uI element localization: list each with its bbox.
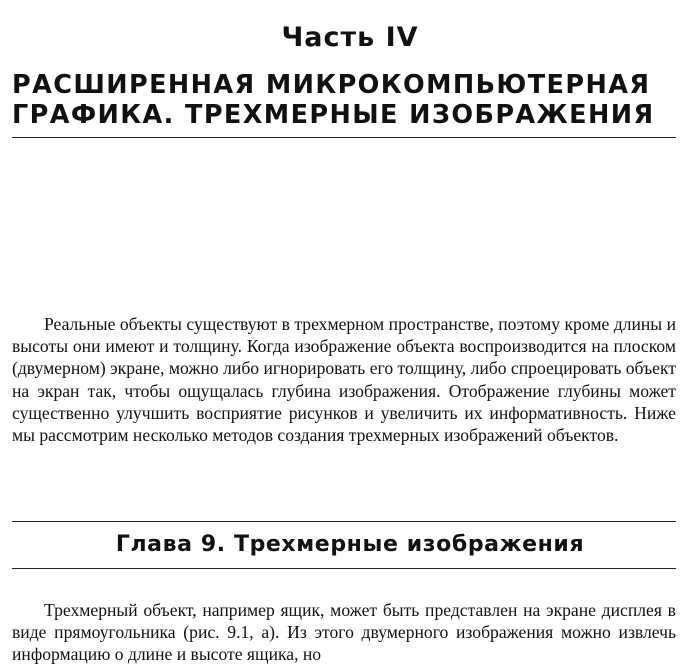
part-subtitle-line-1: РАСШИРЕННАЯ МИКРОКОМПЬЮТЕРНАЯ [12,70,651,100]
chapter-divider-bottom [12,568,676,569]
part-subtitle-line-2: ГРАФИКА. ТРЕХМЕРНЫЕ ИЗОБРАЖЕНИЯ [12,100,655,130]
intro-paragraph: Реальные объекты существуют в трехмерном пространстве, поэтому кроме длины и высоты они имеют и толщину. Когда изображение объекта воспроизводится на плоском (двумерном) экране, можно либо игнорировать его толщину, либо спроецировать объект на экран так, чтобы ощущалась глубина изображения. Отображение глубины может существенно улучшить восприятие рисунков и увеличить их информативность. Ниже мы рассмотрим несколько методов создания трехмерных изображений объектов. [12,314,676,446]
body-paragraph: Трехмерный объект, например ящик, может быть представлен на экране дисплея в виде прямоугольника (рис. 9.1, а). Из этого двумерного изображения можно извлечь информацию о длине и высоте ящика, но [12,600,676,665]
chapter-divider-top [12,521,676,522]
chapter-title: Глава 9. Трехмерные изображения [115,532,585,557]
part-divider [12,137,676,138]
part-title: Часть IV [281,22,419,53]
